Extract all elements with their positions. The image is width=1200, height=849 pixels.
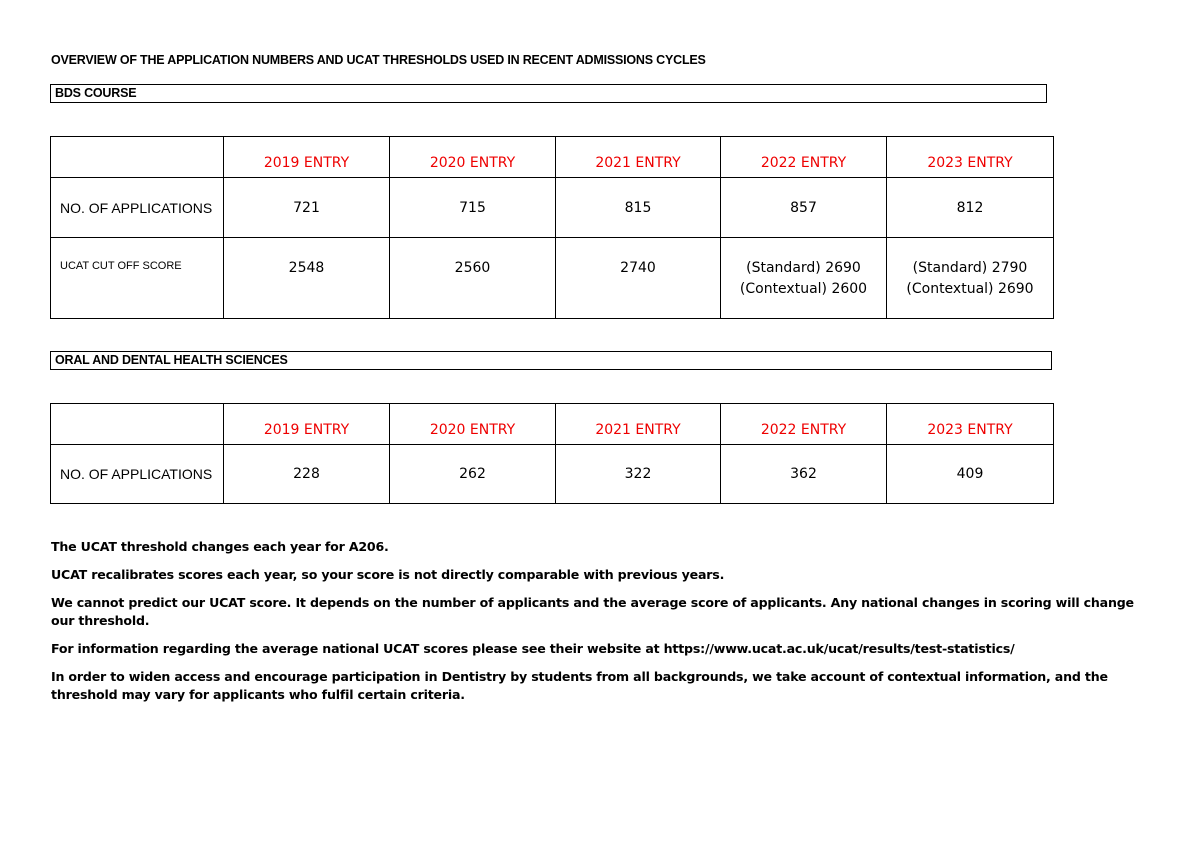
note-paragraph: For information regarding the average national UCAT scores please see their website at https://www.ucat.ac.uk/ucat/results/test-statistics/ <box>51 641 1015 656</box>
applications-row-label: NO. OF APPLICATIONS <box>51 445 224 504</box>
ucat-standard-score: (Standard) 2690 <box>746 260 861 276</box>
bds-ucat-value <box>556 238 721 319</box>
odhs-applications-value: 362 <box>721 445 887 504</box>
bds-header-row <box>51 137 1054 178</box>
ucat-score-line: 2548 <box>288 260 325 276</box>
table-corner-cell <box>51 404 224 445</box>
odhs-applications-value: 322 <box>556 445 721 504</box>
note-paragraph: The UCAT threshold changes each year for A206. <box>51 539 389 554</box>
odhs-year-header: 2023 ENTRY <box>887 404 1054 445</box>
bds-applications-value: 715 <box>390 178 556 238</box>
notes-section <box>51 538 1151 714</box>
bds-applications-value: 721 <box>224 178 390 238</box>
odhs-table <box>50 403 1054 504</box>
bds-ucat-value <box>224 238 390 319</box>
note-paragraph: In order to widen access and encourage participation in Dentistry by students from all backgrounds, we take account of contextual information, and the threshold may vary for applicants who fulfil certain criteria. <box>51 669 1108 702</box>
bds-applications-row <box>51 178 1054 238</box>
bds-table <box>50 136 1054 319</box>
ucat-contextual-score: (Contextual) 2600 <box>739 281 868 297</box>
ucat-score-line: 2740 <box>620 260 656 276</box>
document-title: OVERVIEW OF THE APPLICATION NUMBERS AND UCAT THRESHOLDS USED IN RECENT ADMISSIONS CYCLES <box>51 53 706 67</box>
ucat-standard-score: (Standard) 2790 <box>912 260 1028 276</box>
odhs-header-row <box>51 404 1054 445</box>
odhs-year-header: 2019 ENTRY <box>224 404 390 445</box>
ucat-row-label: UCAT CUT OFF SCORE <box>51 238 224 319</box>
bds-year-header: 2021 ENTRY <box>556 137 721 178</box>
bds-year-header: 2022 ENTRY <box>721 137 887 178</box>
odhs-year-header: 2022 ENTRY <box>721 404 887 445</box>
bds-ucat-row <box>51 238 1054 319</box>
note-paragraph: UCAT recalibrates scores each year, so your score is not directly comparable with previous years. <box>51 567 725 582</box>
bds-ucat-value <box>390 238 556 319</box>
table-corner-cell <box>51 137 224 178</box>
bds-ucat-value <box>721 238 887 319</box>
bds-year-header: 2020 ENTRY <box>390 137 556 178</box>
bds-applications-value: 815 <box>556 178 721 238</box>
odhs-year-header: 2020 ENTRY <box>390 404 556 445</box>
odhs-applications-row <box>51 445 1054 504</box>
ucat-contextual-score: (Contextual) 2690 <box>906 281 1034 297</box>
odhs-year-header: 2021 ENTRY <box>556 404 721 445</box>
applications-row-label: NO. OF APPLICATIONS <box>51 178 224 238</box>
odhs-heading: ORAL AND DENTAL HEALTH SCIENCES <box>50 351 1052 370</box>
ucat-score-line: 2560 <box>454 260 491 276</box>
odhs-applications-value: 228 <box>224 445 390 504</box>
note-paragraph: We cannot predict our UCAT score. It depends on the number of applicants and the average score of applicants. Any national changes in scoring will change our threshold. <box>51 595 1134 628</box>
bds-year-header: 2019 ENTRY <box>224 137 390 178</box>
bds-applications-value: 812 <box>887 178 1054 238</box>
bds-ucat-value <box>887 238 1054 319</box>
bds-year-header: 2023 ENTRY <box>887 137 1054 178</box>
odhs-applications-value: 262 <box>390 445 556 504</box>
bds-applications-value: 857 <box>721 178 887 238</box>
bds-course-heading: BDS COURSE <box>50 84 1047 103</box>
odhs-applications-value: 409 <box>887 445 1054 504</box>
